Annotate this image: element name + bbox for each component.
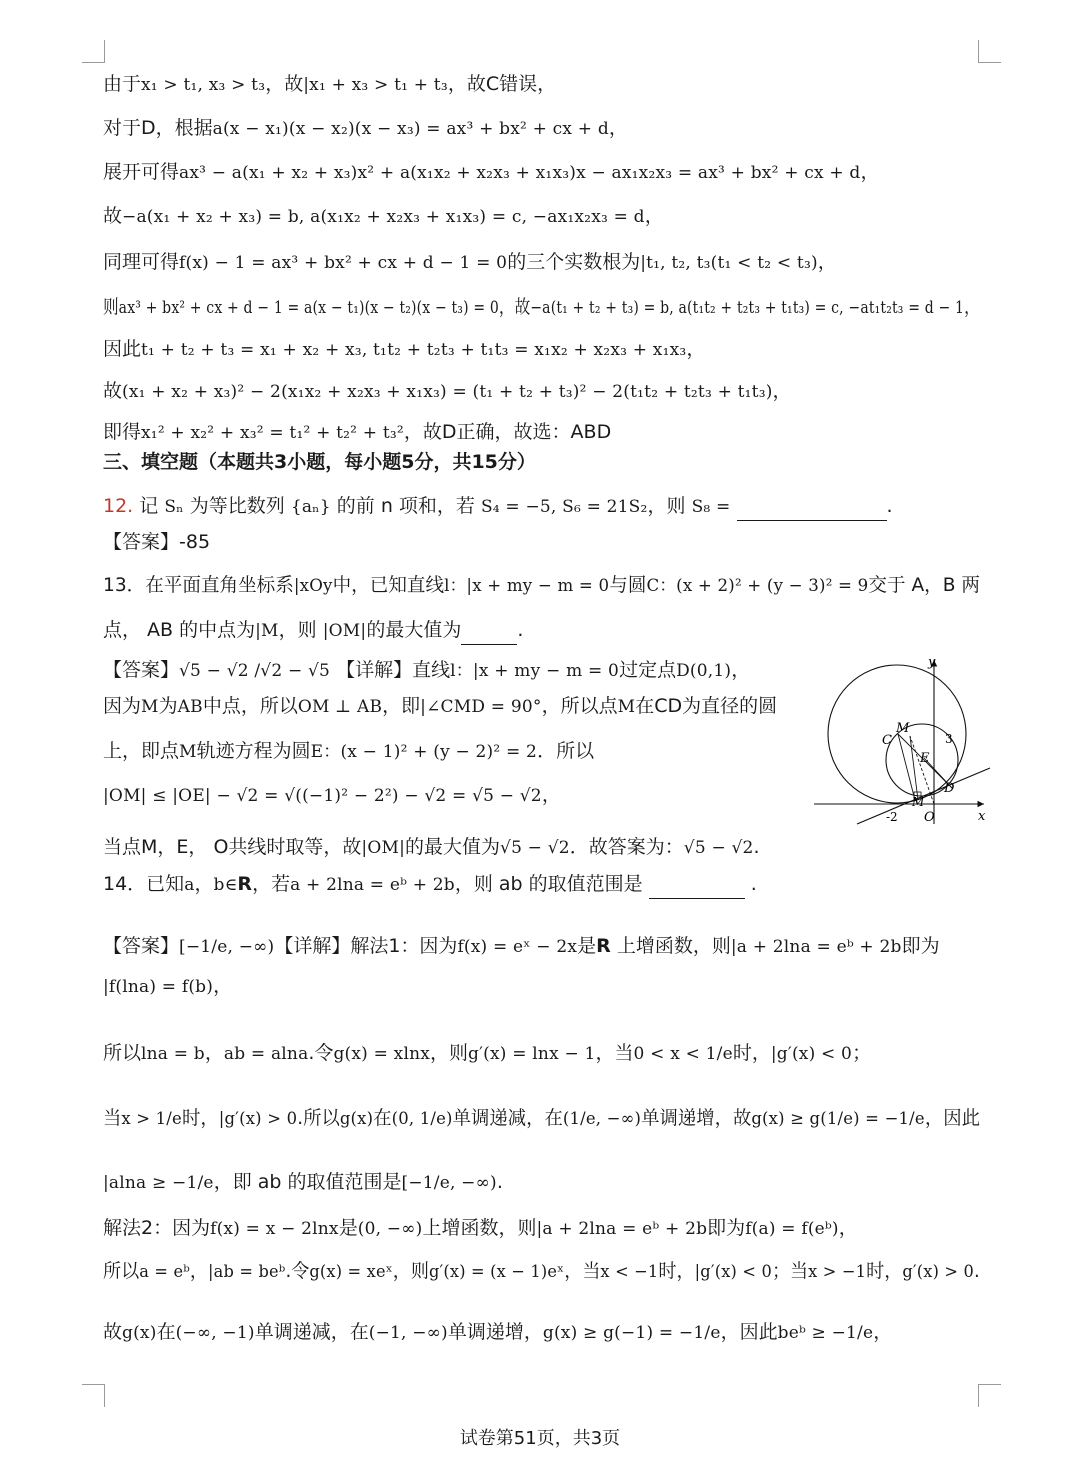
text-run: ，则 <box>278 619 323 641</box>
text-line-l6 <box>103 293 980 322</box>
math-expression: f(x) = eˣ − 2x <box>457 937 578 957</box>
math-expression: OM ⊥ AB <box>297 697 383 717</box>
math-expression: [−1/e, −∞) <box>401 1173 497 1193</box>
text-run: . <box>744 873 757 895</box>
text-run: 解法2：因为 <box>103 1217 211 1239</box>
math-expression: √5 − √2 <box>683 838 754 858</box>
math-expression: g′(x) = (x − 1)eˣ <box>428 1262 565 1282</box>
math-expression: |f(lna) = f(b) <box>103 977 214 997</box>
text-line-l24 <box>103 1104 980 1133</box>
math-expression: f(a) = f(eᵇ) <box>745 1219 839 1239</box>
text-run: .令 <box>308 1042 334 1064</box>
text-run: ，则 <box>392 1260 429 1282</box>
math-expression: |∠CMD = 90° <box>420 697 542 717</box>
text-run: ；当 <box>771 1260 809 1282</box>
label-c: C <box>882 733 892 748</box>
text-run: 单调递减，在 <box>254 1321 369 1343</box>
text-run: 则 <box>103 296 119 318</box>
text-run: .所以 <box>297 1107 340 1129</box>
text-run: 14．已知 <box>103 873 185 895</box>
text-run: 【答案】 <box>103 935 180 957</box>
math-expression: t₁ + t₂ + t₃ = x₁ + x₂ + x₃, t₁t₂ + t₂t₃ + t₁t₃ = x₁x₂ + x₂x₃ + x₁x₃ <box>141 340 687 360</box>
text-run: 上，即点 <box>103 740 180 762</box>
math-expression: M <box>179 742 197 762</box>
text-line-l15 <box>103 656 750 685</box>
text-run: . <box>886 495 893 517</box>
math-expression: g(x) ≥ g(−1) = −1/e <box>542 1323 721 1343</box>
text-run: ， <box>541 784 561 806</box>
label-m-bottom: M <box>912 795 925 809</box>
text-run: ，所以点 <box>541 695 618 717</box>
math-expression: AB <box>177 697 203 717</box>
text-line-l7 <box>103 335 705 364</box>
text-run: 轨迹方程为圆 <box>196 740 311 762</box>
math-expression: M <box>141 697 159 717</box>
text-line-l14 <box>103 616 523 645</box>
text-line-l18 <box>103 781 561 810</box>
text-run: ， <box>194 873 214 895</box>
text-run: ， <box>731 659 751 681</box>
text-run: ， <box>189 1260 209 1282</box>
text-run: 因此 <box>103 338 142 360</box>
text-run: 单调递增， <box>447 1321 543 1343</box>
text-run: 中点，所以 <box>202 695 298 717</box>
text-line-l28 <box>103 1318 892 1347</box>
text-run: ，故 <box>265 73 304 95</box>
text-run: 在 <box>156 1321 176 1343</box>
math-expression: |M <box>255 621 279 641</box>
math-expression: |alna ≥ −1/e <box>103 1173 214 1193</box>
text-line-l13 <box>103 571 980 600</box>
label-e: E <box>920 751 930 766</box>
text-run: 单调递减，在 <box>452 1107 563 1129</box>
math-expression: (−1, −∞) <box>368 1323 448 1343</box>
text-run: ．故答案为： <box>569 836 684 858</box>
math-expression: g(x) ≥ g(1/e) = −1/e <box>751 1109 925 1129</box>
text-run: 即为 <box>901 935 940 957</box>
math-expression: g′(x) > 0 <box>902 1262 975 1282</box>
text-run: 故 <box>103 1321 123 1343</box>
text-run: 对于D，根据 <box>103 117 213 139</box>
text-run: ，故D正确，故选：ABD <box>403 421 612 443</box>
text-run: ； <box>852 1042 872 1064</box>
math-expression: ab = alna <box>223 1044 309 1064</box>
math-expression: ax³ − a(x₁ + x₂ + x₃)x² + a(x₁x₂ + x₂x₃ + x₁x₃)x − ax₁x₂x₃ = ax³ + bx² + cx + d <box>179 163 861 183</box>
origin-label: O <box>924 810 935 825</box>
text-run: ，即 ab 的取值范围是 <box>213 1171 402 1193</box>
label-d: D <box>944 781 955 796</box>
text-run: 点， AB 的中点为 <box>103 619 256 641</box>
segment-mm <box>910 736 918 800</box>
text-line-l23 <box>103 1039 871 1068</box>
text-run: 在CD为直径的圆 <box>635 695 778 717</box>
text-run: ， <box>204 1042 224 1064</box>
math-expression: |g′(x) > 0 <box>218 1109 298 1129</box>
math-expression: (x₁ + x₂ + x₃)² − 2(x₁x₂ + x₂x₃ + x₁x₃) = (t₁ + t₂ + t₃)² − 2(t₁t₂ + t₂t₃ + t₁t₃) <box>122 382 773 402</box>
text-line-l9 <box>103 418 611 447</box>
text-run: 与圆 <box>609 574 647 596</box>
text-run: 所以 <box>103 1260 140 1282</box>
math-expression: g(x) = xeˣ <box>309 1262 393 1282</box>
tick-neg2: -2 <box>886 810 898 824</box>
text-run: ，当 <box>595 1042 634 1064</box>
math-expression: D(0,1) <box>676 661 732 681</box>
page-footer: 试卷第51页，共3页 <box>459 1428 621 1449</box>
text-run: 的最大值为 <box>405 836 501 858</box>
text-line-l16 <box>103 692 777 721</box>
text-run: ，则 <box>430 1042 469 1064</box>
math-expression: |ab = beᵇ <box>208 1262 286 1282</box>
text-run: ，故 <box>498 296 531 318</box>
math-expression: 0 < x < 1/e <box>633 1044 733 1064</box>
math-expression: (0, −∞) <box>357 1219 423 1239</box>
math-expression: x < −1 <box>600 1262 659 1282</box>
text-run: 时， <box>732 1042 771 1064</box>
math-expression: −a(t₁ + t₂ + t₃) = b, a(t₁t₂ + t₂t₃ + t₁t₃) = c, −at₁t₂t₃ = d − 1 <box>530 298 965 318</box>
text-run: ， <box>838 1217 858 1239</box>
text-run: ．所以 <box>537 740 595 762</box>
text-run: 所以 <box>103 1042 142 1064</box>
math-expression: a = eᵇ <box>139 1262 190 1282</box>
corner-mark-top-left <box>82 40 105 63</box>
text-run: 的三个实数根为 <box>507 251 641 273</box>
text-run: 过定点 <box>619 659 677 681</box>
text-run: ， <box>213 975 233 997</box>
math-expression: l：|x + my − m = 0 <box>444 576 610 596</box>
text-line-l26 <box>103 1214 858 1243</box>
math-expression: √5 − √2 <box>500 838 570 858</box>
text-run: ， <box>860 161 880 183</box>
text-run: 13．在平面直角坐标系 <box>103 574 294 596</box>
text-line-l5 <box>103 248 837 277</box>
text-run: 的最大值为 <box>366 619 462 641</box>
math-expression: lna = b <box>141 1044 205 1064</box>
text-run: ， <box>608 117 628 139</box>
text-line-l10 <box>103 448 536 476</box>
text-run: . <box>517 619 524 641</box>
math-expression: x₁ > t₁, x₃ > t₃ <box>141 75 266 95</box>
text-run: . <box>974 1260 980 1282</box>
math-expression: f(x) − 1 = ax³ + bx² + cx + d − 1 = 0 <box>179 253 508 273</box>
math-expression: (1/e, −∞) <box>562 1109 642 1129</box>
text-run: 三、填空题（本题共3小题，每小题5分，共15分） <box>103 451 536 473</box>
math-expression: |a + 2lna = eᵇ + 2b <box>536 1219 708 1239</box>
math-expression: g(x) <box>339 1109 374 1129</box>
text-run: ，故C错误， <box>447 73 557 95</box>
answer-blank <box>737 500 887 521</box>
corner-mark-top-right <box>978 40 1001 63</box>
math-expression: √5 − √2 /√2 − √5 <box>179 661 331 681</box>
math-expression: |OM| <box>361 838 406 858</box>
math-expression: |g′(x) < 0 <box>770 1044 853 1064</box>
text-run: ，因此 <box>924 1107 980 1129</box>
text-run: 时， <box>658 1260 695 1282</box>
text-run: ，当 <box>564 1260 601 1282</box>
text-run: 即得 <box>103 421 142 443</box>
text-run: . <box>496 1171 503 1193</box>
text-run: . <box>753 836 760 858</box>
math-expression: {aₙ} <box>290 497 331 517</box>
math-expression: |OM| ≤ |OE| − √2 = √((−1)² − 2²) − √2 = √5 − √2 <box>103 786 542 806</box>
text-run: 上增函数，则 <box>610 935 731 957</box>
text-run: ， <box>817 251 837 273</box>
math-expression: |a + 2lna = eᵇ + 2b <box>730 937 902 957</box>
text-line-l2 <box>103 114 628 143</box>
text-run: 为等比数列 <box>183 495 291 517</box>
text-run: 由于 <box>103 73 142 95</box>
text-line-l27 <box>103 1257 980 1286</box>
text-run: ， <box>964 296 980 318</box>
text-run: 【详解】直线 <box>330 659 451 681</box>
text-run: 【答案】-85 <box>103 531 211 553</box>
math-expression: E：(x − 1)² + (y − 2)² = 2 <box>310 742 538 762</box>
text-run: 当点M，E， O共线时取等，故 <box>103 836 362 858</box>
text-run: 的前 n 项和，若 <box>330 495 481 517</box>
text-run: 上增函数，则 <box>422 1217 537 1239</box>
text-run: 【详解】解法1：因为 <box>274 935 458 957</box>
math-expression: a <box>184 875 195 895</box>
text-run: 是 <box>338 1217 358 1239</box>
text-line-l11 <box>103 492 893 521</box>
math-expression: (−∞, −1) <box>175 1323 255 1343</box>
math-expression: (0, 1/e) <box>391 1109 453 1129</box>
math-expression: |g′(x) < 0 <box>694 1262 772 1282</box>
math-expression: M <box>617 697 636 717</box>
math-expression: g(x) <box>122 1323 157 1343</box>
math-expression: S₈ = <box>691 497 731 517</box>
math-expression: b∈ <box>213 875 238 895</box>
text-line-l19 <box>103 833 760 862</box>
x-axis-label: x <box>978 809 986 824</box>
text-run: ， <box>772 380 792 402</box>
text-run: 故 <box>103 380 123 402</box>
text-run: 故 <box>103 205 123 227</box>
math-expression: |OM| <box>322 621 367 641</box>
math-expression: x > 1/e <box>121 1109 182 1129</box>
text-run: 当 <box>103 1107 122 1129</box>
text-line-l20 <box>103 870 757 899</box>
text-run: 单调递增，故 <box>641 1107 752 1129</box>
tick-3: 3 <box>945 732 953 746</box>
bold-symbol: R <box>237 873 253 895</box>
text-line-l8 <box>103 377 792 406</box>
math-expression: |t₁, t₂, t₃(t₁ < t₂ < t₃) <box>640 253 818 273</box>
math-expression: Sₙ <box>164 497 184 517</box>
bold-symbol: R <box>596 935 611 957</box>
text-run: ，若 <box>252 873 291 895</box>
text-run: 时， <box>181 1107 219 1129</box>
text-line-l21 <box>103 932 940 961</box>
text-run: ，则 <box>647 495 692 517</box>
text-run: 即为 <box>707 1217 746 1239</box>
math-expression: l：|x + my − m = 0 <box>450 661 620 681</box>
answer-blank <box>461 624 517 645</box>
math-expression: g′(x) = lnx − 1 <box>468 1044 596 1064</box>
text-run: 交于 A，B 两 <box>868 574 980 596</box>
text-run: ，因此 <box>720 1321 778 1343</box>
text-run: ， <box>686 338 706 360</box>
math-expression: −a(x₁ + x₂ + x₃) = b, a(x₁x₂ + x₂x₃ + x₁x₃) = c, −ax₁x₂x₃ = d <box>122 207 645 227</box>
math-expression: beᵇ ≥ −1/e <box>777 1323 874 1343</box>
text-run: 同理可得 <box>103 251 180 273</box>
math-expression: f(x) = x − 2lnx <box>210 1219 339 1239</box>
corner-mark-bottom-right <box>978 1384 1001 1407</box>
text-run: 记 <box>133 495 165 517</box>
text-run: 中，已知直线 <box>332 574 445 596</box>
math-expression: a(x − x₁)(x − x₂)(x − x₃) = ax³ + bx² + cx + d <box>212 119 609 139</box>
text-line-l25 <box>103 1168 503 1197</box>
text-run: 是 <box>577 935 597 957</box>
corner-mark-bottom-left <box>82 1384 105 1407</box>
math-expression: [−1/e, −∞) <box>179 937 275 957</box>
text-run: ， <box>644 205 664 227</box>
text-line-l3 <box>103 158 880 187</box>
math-expression: S₄ = −5, S₆ = 21S₂ <box>480 497 648 517</box>
math-expression: g(x) = xlnx <box>333 1044 431 1064</box>
math-expression: a + 2lna = eᵇ + 2b <box>290 875 455 895</box>
answer-blank <box>649 878 745 899</box>
circle-geometry-figure <box>812 652 992 827</box>
text-line-l1 <box>103 70 556 99</box>
text-line-l22 <box>103 972 232 1001</box>
text-run: ， <box>873 1321 893 1343</box>
text-run: 在 <box>373 1107 392 1129</box>
text-line-l4 <box>103 202 664 231</box>
question-number: 12. <box>103 495 134 517</box>
text-run: ，即 <box>382 695 421 717</box>
y-axis-label: y <box>928 655 936 670</box>
math-expression: ax³ + bx² + cx + d − 1 = a(x − t₁)(x − t₂)(x − t₃) = 0 <box>118 298 499 318</box>
text-run: 时， <box>866 1260 903 1282</box>
text-run: 为 <box>158 695 178 717</box>
math-expression: x₁² + x₂² + x₃² = t₁² + t₂² + t₃² <box>141 423 404 443</box>
math-expression: |xOy <box>293 576 333 596</box>
text-line-l17 <box>103 737 594 766</box>
math-expression: |x₁ + x₃ > t₁ + t₃ <box>303 75 448 95</box>
text-run: 展开可得 <box>103 161 180 183</box>
text-line-l12 <box>103 528 210 556</box>
segment-cm <box>898 734 915 800</box>
label-m-top: M <box>896 721 910 736</box>
text-run: 因为 <box>103 695 142 717</box>
text-run: .令 <box>285 1260 310 1282</box>
math-expression: x > −1 <box>808 1262 867 1282</box>
text-run: ，则 ab 的取值范围是 <box>454 873 649 895</box>
text-run: 【答案】 <box>103 659 180 681</box>
math-expression: C：(x + 2)² + (y − 3)² = 9 <box>646 576 869 596</box>
